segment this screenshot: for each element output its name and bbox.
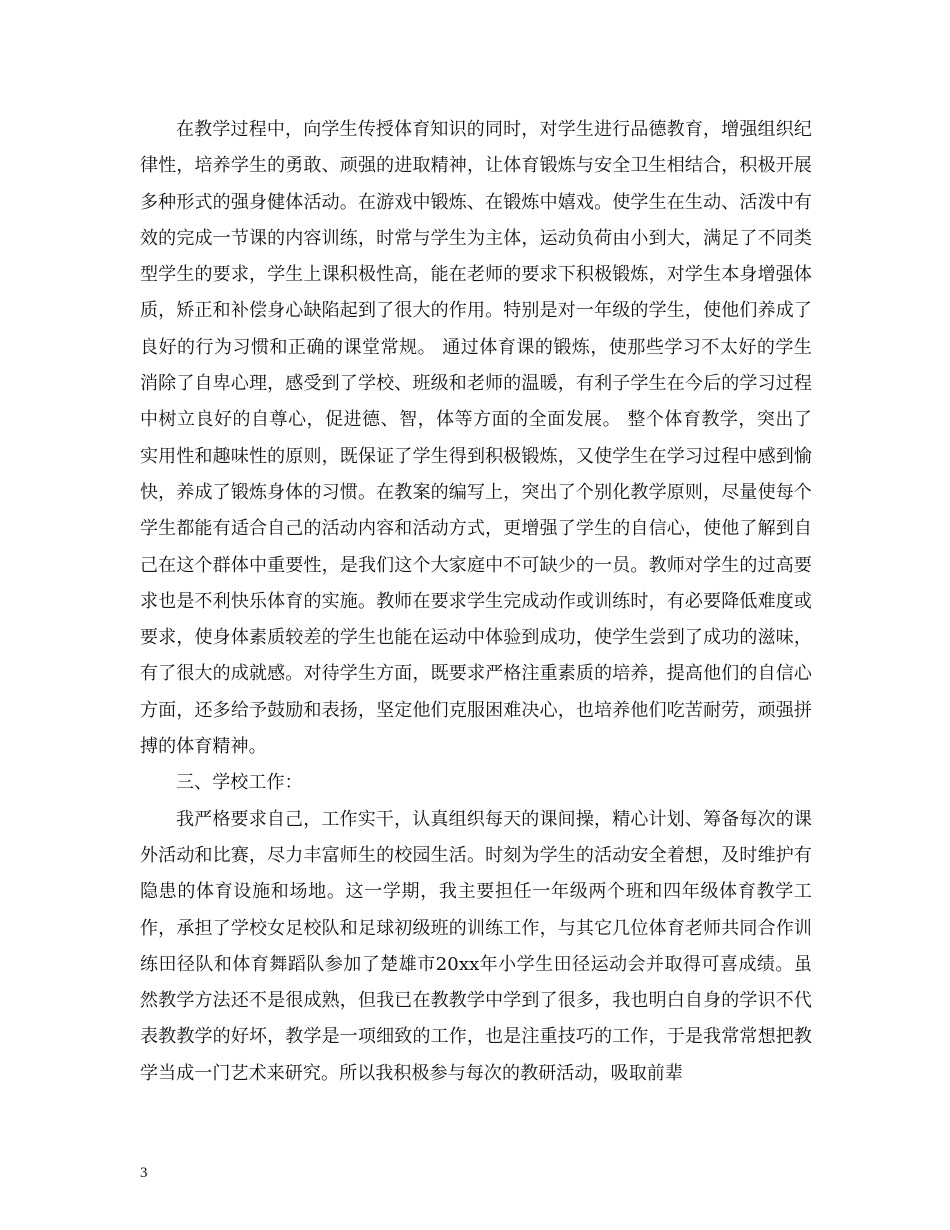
paragraph-school-work: 我严格要求自己，工作实干，认真组织每天的课间操，精心计划、筹备每次的课外活动和比赛，尽力丰富师生的校园生活。时刻为学生的活动安全着想，及时维护有隐患的体育设施和场地。这一学期，我主要担任一年级两个班和四年级体育教学工作，承担了学校女足校队和足球初级班的训练工作，与其它几位体育老师共同合作训练田径队和体育舞蹈队参加了楚雄市20xx年小学生田径运动会并取得可喜成绩。虽然教学方法还不是很成熟，但我已在教教学中学到了很多，我也明白自身的学识不代表教教学的好坏，教学是一项细致的工作，也是注重技巧的工作，于是我常常想把教学当成一门艺术来研究。所以我积极参与每次的教研活动，吸取前辈 <box>140 808 812 1084</box>
paragraph-teaching-process: 在教学过程中，向学生传授体育知识的同时，对学生进行品德教育，增强组织纪律性，培养学生的勇敢、顽强的进取精神，让体育锻炼与安全卫生相结合，积极开展多种形式的强身健体活动。在游戏中锻炼、在锻炼中嬉戏。使学生在生动、活泼中有效的完成一节课的内容训练，时常与学生为主体，运动负荷由小到大，满足了不同类型学生的要求，学生上课积极性高，能在老师的要求下积极锻炼，对学生本身增强体质，矫正和补偿身心缺陷起到了很大的作用。特别是对一年级的学生，使他们养成了良好的行为习惯和正确的课堂常规。 通过体育课的锻炼，使那些学习不太好的学生消除了自卑心理，感受到了学校、班级和老师的温暖，有利子学生在今后的学习过程中树立良好的自尊心，促进德、智，体等方面的全面发展。 整个体育教学，突出了实用性和趣味性的原则，既保证了学生得到积极锻炼，又使学生在学习过程中感到愉快，养成了锻炼身体的习惯。在教案的编写上，突出了个别化教学原则，尽量使每个学生都能有适合自己的活动内容和活动方式，更增强了学生的自信心，使他了解到自己在这个群体中重要性，是我们这个大家庭中不可缺少的一员。教师对学生的过高要求也是不利快乐体育的实施。教师在要求学生完成动作或训练时，有必要降低难度或要求，使身体素质较差的学生也能在运动中体验到成功，使学生尝到了成功的滋味，有了很大的成就感。对待学生方面，既要求严格注重素质的培养，提高他们的自信心方面，还多给予鼓励和表扬，坚定他们克服困难决心，也培养他们吃苦耐劳，顽强拼搏的体育精神。 <box>140 119 812 758</box>
page-number: 3 <box>140 1165 148 1181</box>
section-heading-school-work: 三、学校工作： <box>176 772 303 794</box>
document-body <box>140 112 812 1092</box>
